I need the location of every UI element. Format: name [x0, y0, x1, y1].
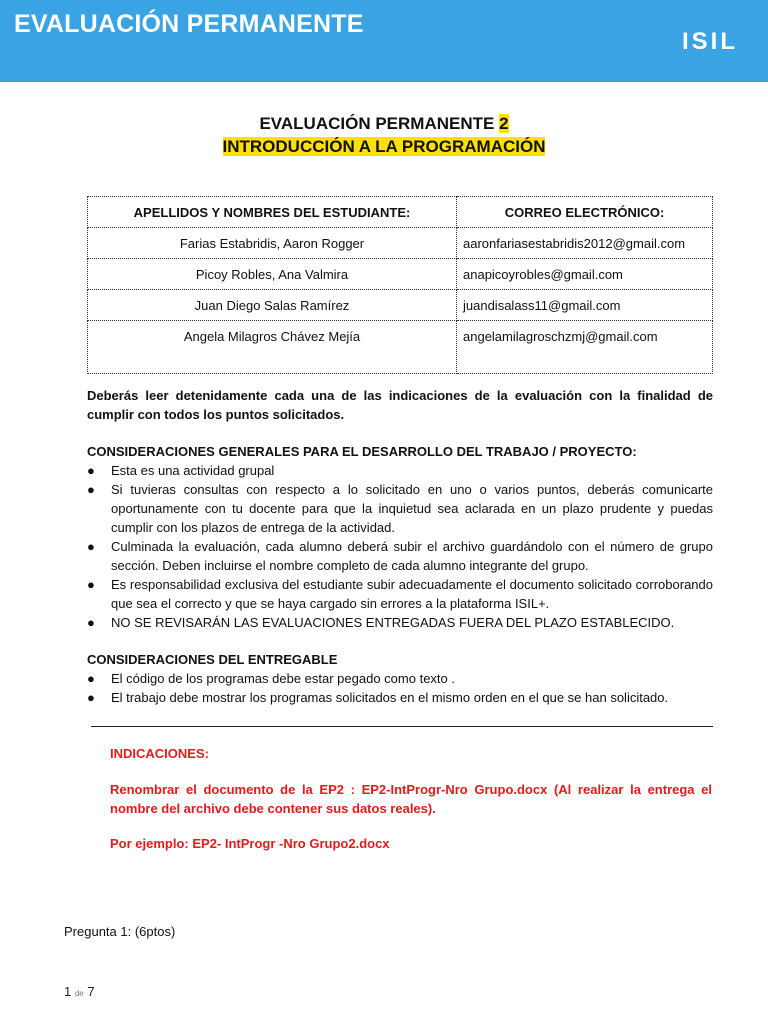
- table-row: [88, 228, 713, 259]
- title-prefix: EVALUACIÓN PERMANENTE: [259, 114, 500, 133]
- student-name: Picoy Robles, Ana Valmira: [88, 259, 457, 290]
- page-total: 7: [87, 984, 95, 999]
- bullet-icon: ●: [87, 577, 95, 592]
- list-item: [87, 480, 713, 537]
- document-title: [0, 114, 768, 134]
- page-of: de: [74, 989, 84, 998]
- student-name: Farias Estabridis, Aaron Rogger: [88, 228, 457, 259]
- student-name: Juan Diego Salas Ramírez: [88, 290, 457, 321]
- column-header-names: APELLIDOS Y NOMBRES DEL ESTUDIANTE:: [88, 197, 457, 228]
- list-item-text: El código de los programas debe estar pegado como texto .: [111, 671, 455, 686]
- list-item: [87, 688, 713, 707]
- list-item: [87, 669, 713, 688]
- deliverable-considerations: [87, 650, 713, 707]
- student-email: anapicoyrobles@gmail.com: [457, 259, 713, 290]
- bullet-list: [87, 669, 713, 707]
- title-number: 2: [499, 114, 509, 133]
- subtitle-text: INTRODUCCIÓN A LA PROGRAMACIÓN: [222, 137, 546, 156]
- section-heading: CONSIDERACIONES GENERALES PARA EL DESARROLLO DEL TRABAJO / PROYECTO:: [87, 444, 637, 459]
- list-item: [87, 575, 713, 613]
- page-number: [64, 984, 95, 999]
- list-item-text: El trabajo debe mostrar los programas solicitados en el mismo orden en el que se han solicitado.: [111, 690, 669, 705]
- indicaciones-rename-text: Renombrar el documento de la EP2 : EP2-IntProgr-Nro Grupo.docx (Al realizar la entrega el nombre del archivo debe contener sus datos reales).: [110, 782, 712, 816]
- bullet-icon: ●: [87, 671, 95, 686]
- list-item-text: Si tuvieras consultas con respecto a lo solicitado en uno o varios puntos, deberás comunicarte oportunamente con tu docente para que la inquietud sea aclarada en un plazo prudente y puedas cumplir con los plazos de entrega de la actividad.: [111, 482, 713, 535]
- page-current: 1: [64, 984, 72, 999]
- indicaciones-example: Por ejemplo: EP2- IntProgr -Nro Grupo2.docx: [110, 836, 390, 851]
- list-item-text: NO SE REVISARÁN LAS EVALUACIONES ENTREGADAS FUERA DEL PLAZO ESTABLECIDO.: [111, 615, 675, 630]
- list-item-text: Es responsabilidad exclusiva del estudiante subir adecuadamente el documento solicitado corroborando que sea el correcto y que se haya cargado sin errores a la plataforma ISIL+.: [111, 577, 713, 611]
- page-header: [0, 0, 768, 82]
- bullet-icon: ●: [87, 539, 95, 554]
- document-subtitle: [0, 137, 768, 157]
- table-row: [88, 259, 713, 290]
- column-header-email: CORREO ELECTRÓNICO:: [457, 197, 713, 228]
- table-row: [88, 290, 713, 321]
- section-heading: CONSIDERACIONES DEL ENTREGABLE: [87, 652, 338, 667]
- question-label: Pregunta 1: (6ptos): [64, 924, 176, 939]
- indicaciones-heading: INDICACIONES:: [110, 746, 209, 761]
- table-header-row: [88, 197, 713, 228]
- bullet-icon: ●: [87, 463, 95, 478]
- intro-paragraph: Deberás leer detenidamente cada una de las indicaciones de la evaluación con la finalidad de cumplir con todos los puntos solicitados.: [87, 388, 713, 422]
- list-item-text: Esta es una actividad grupal: [111, 463, 275, 478]
- header-title: EVALUACIÓN PERMANENTE: [14, 10, 364, 38]
- list-item: [87, 461, 713, 480]
- isil-logo: ISIL: [681, 28, 738, 55]
- horizontal-divider: [91, 726, 713, 727]
- student-email: angelamilagroschzmj@gmail.com: [457, 321, 713, 374]
- list-item-text: Culminada la evaluación, cada alumno deberá subir el archivo guardándolo con el número de grupo sección. Deben incluirse el nombre completo de cada alumno integrante del grupo.: [111, 539, 713, 573]
- student-email: juandisalass11@gmail.com: [457, 290, 713, 321]
- list-item: [87, 537, 713, 575]
- bullet-icon: ●: [87, 482, 95, 497]
- students-table: [87, 196, 713, 374]
- bullet-icon: ●: [87, 690, 95, 705]
- student-email: aaronfariasestabridis2012@gmail.com: [457, 228, 713, 259]
- general-considerations: [87, 442, 713, 632]
- bullet-list: [87, 461, 713, 632]
- student-name: Angela Milagros Chávez Mejía: [88, 321, 457, 374]
- bullet-icon: ●: [87, 615, 95, 630]
- table-row: [88, 321, 713, 374]
- list-item: [87, 613, 713, 632]
